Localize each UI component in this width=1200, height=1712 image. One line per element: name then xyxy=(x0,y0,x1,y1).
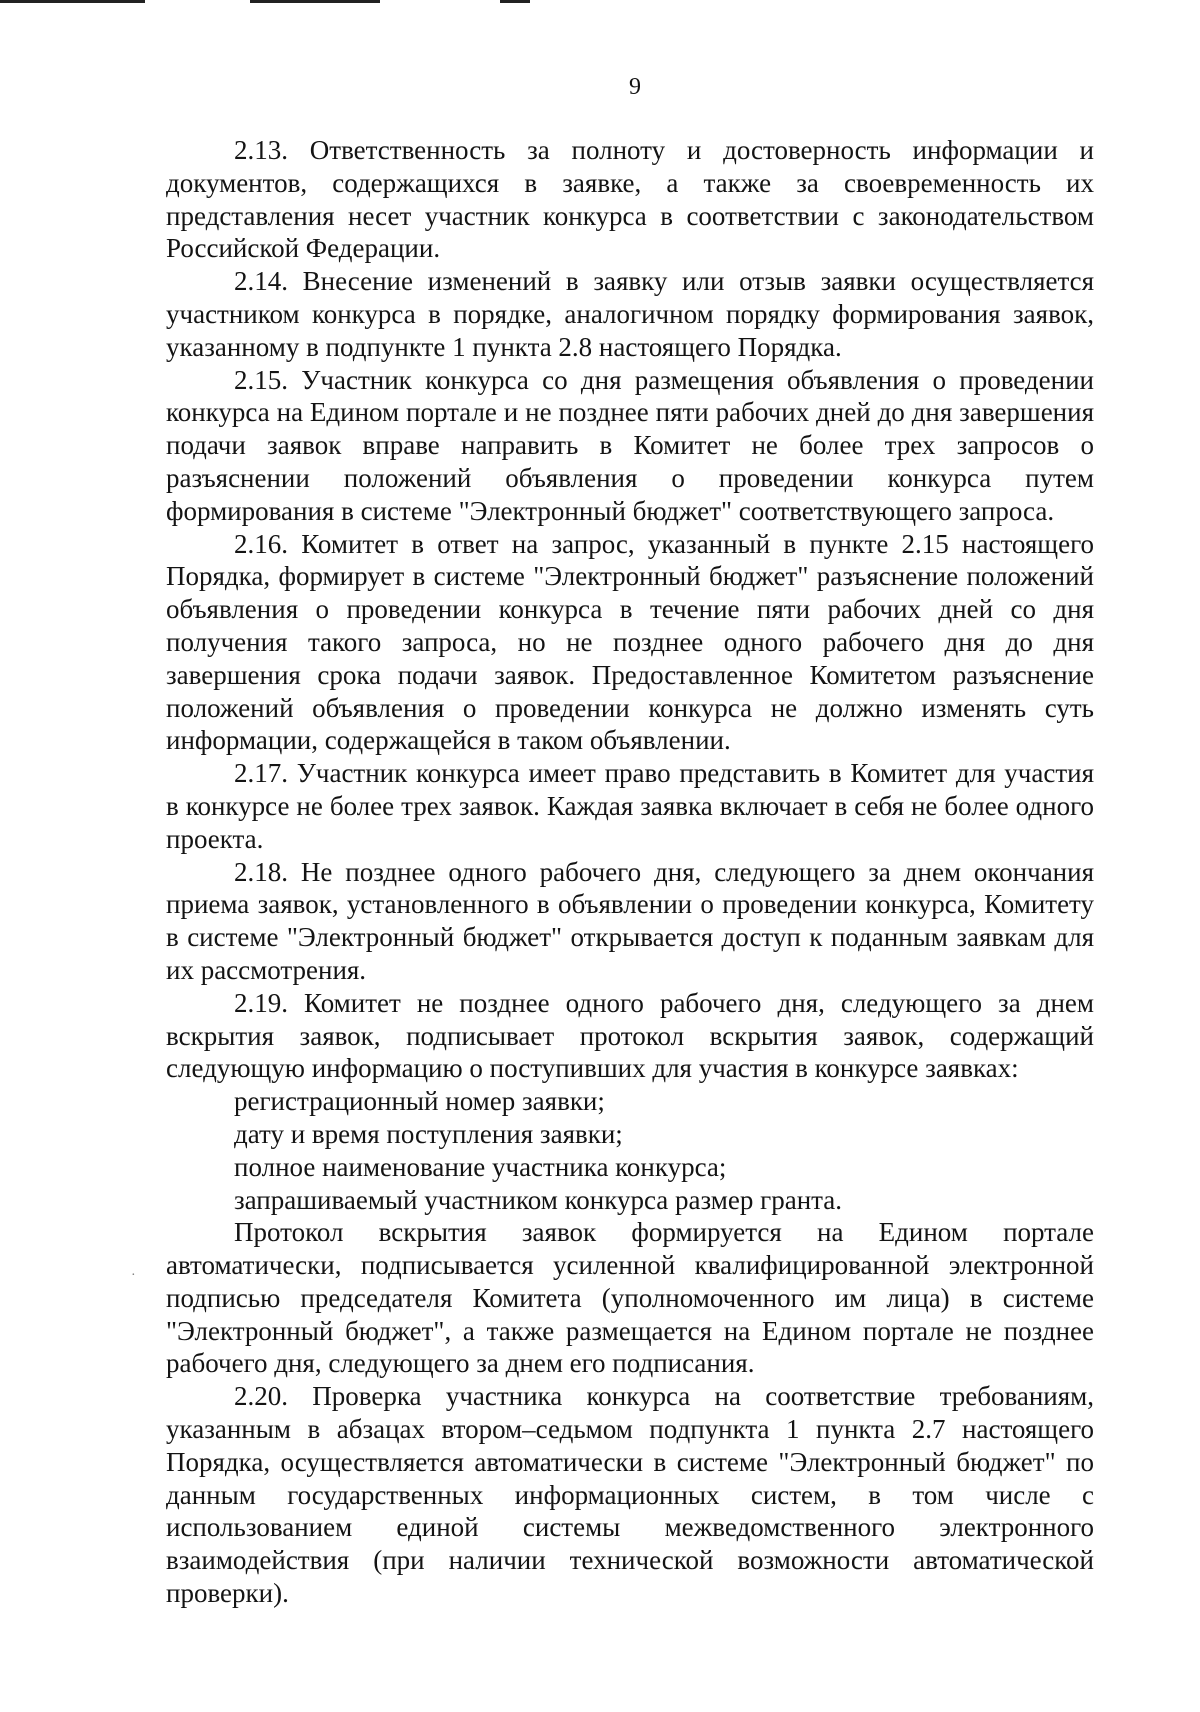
paragraph-2-19: 2.19. Комитет не позднее одного рабочего дня, следующего за днем вскрытия заявок, подписывает протокол вскрытия заявок, содержащий следующую информацию о поступивших для участия в конкурсе заявках: xyxy=(166,987,1094,1084)
list-item: запрашиваемый участником конкурса размер гранта. xyxy=(234,1184,843,1215)
page-number: 9 xyxy=(629,74,641,100)
document-body xyxy=(166,134,1094,1610)
paragraph-2-18: 2.18. Не позднее одного рабочего дня, следующего за днем окончания приема заявок, установленного в объявлении о проведении конкурса, Комитету в системе "Электронный бюджет" открывается доступ к поданным заявкам для их рассмотрения. xyxy=(166,856,1094,985)
paragraph-2-15: 2.15. Участник конкурса со дня размещения объявления о проведении конкурса на Едином портале и не позднее пяти рабочих дней до дня завершения подачи заявок вправе направить в Комитет не более трех запросов о разъяснении положений объявления о проведении конкурса путем формирования в системе "Электронный бюджет" соответствующего запроса. xyxy=(166,364,1094,526)
list-item: полное наименование участника конкурса; xyxy=(234,1151,727,1182)
list-item: дату и время поступления заявки; xyxy=(234,1118,623,1149)
scan-artifact-line xyxy=(250,0,380,3)
scan-artifact-mark: · xyxy=(131,1268,136,1283)
paragraph-protocol: Протокол вскрытия заявок формируется на Едином портале автоматически, подписывается усиленной квалифицированной электронной подписью председателя Комитета (уполномоченного им лица) в системе "Электронный бюджет", а также размещается на Едином портале не позднее рабочего дня, следующего за днем его подписания. xyxy=(166,1217,1094,1379)
paragraph-2-16: 2.16. Комитет в ответ на запрос, указанный в пункте 2.15 настоящего Порядка, формирует в системе "Электронный бюджет" разъяснение положений объявления о проведении конкурса в течение пяти рабочих дней со дня получения такого запроса, но не позднее одного рабочего дня до дня завершения срока подачи заявок. Предоставленное Комитетом разъяснение положений объявления о проведении конкурса не должно изменять суть информации, содержащейся в таком объявлении. xyxy=(166,528,1094,756)
scan-artifact-line xyxy=(500,0,530,3)
paragraph-2-20: 2.20. Проверка участника конкурса на соответствие требованиям, указанным в абзацах втором–седьмом подпункта 1 пункта 2.7 настоящего Порядка, осуществляется автоматически в системе "Электронный бюджет" по данным государственных информационных систем, в том числе с использованием единой системы межведомственного электронного взаимодействия (при наличии технической возможности автоматической проверки). xyxy=(166,1381,1094,1609)
list-item: регистрационный номер заявки; xyxy=(234,1086,605,1117)
paragraph-2-13: 2.13. Ответственность за полноту и достоверность информации и документов, содержащихся в заявке, а также за своевременность их представления несет участник конкурса в соответствии с законодательством Российской Федерации. xyxy=(166,135,1094,264)
paragraph-2-14: 2.14. Внесение изменений в заявку или отзыв заявки осуществляется участником конкурса в порядке, аналогичном порядку формирования заявок, указанному в подпункте 1 пункта 2.8 настоящего Порядка. xyxy=(166,266,1094,362)
paragraph-2-17: 2.17. Участник конкурса имеет право представить в Комитет для участия в конкурсе не более трех заявок. Каждая заявка включает в себя не более одного проекта. xyxy=(166,758,1094,854)
scan-artifact-line xyxy=(0,0,145,3)
